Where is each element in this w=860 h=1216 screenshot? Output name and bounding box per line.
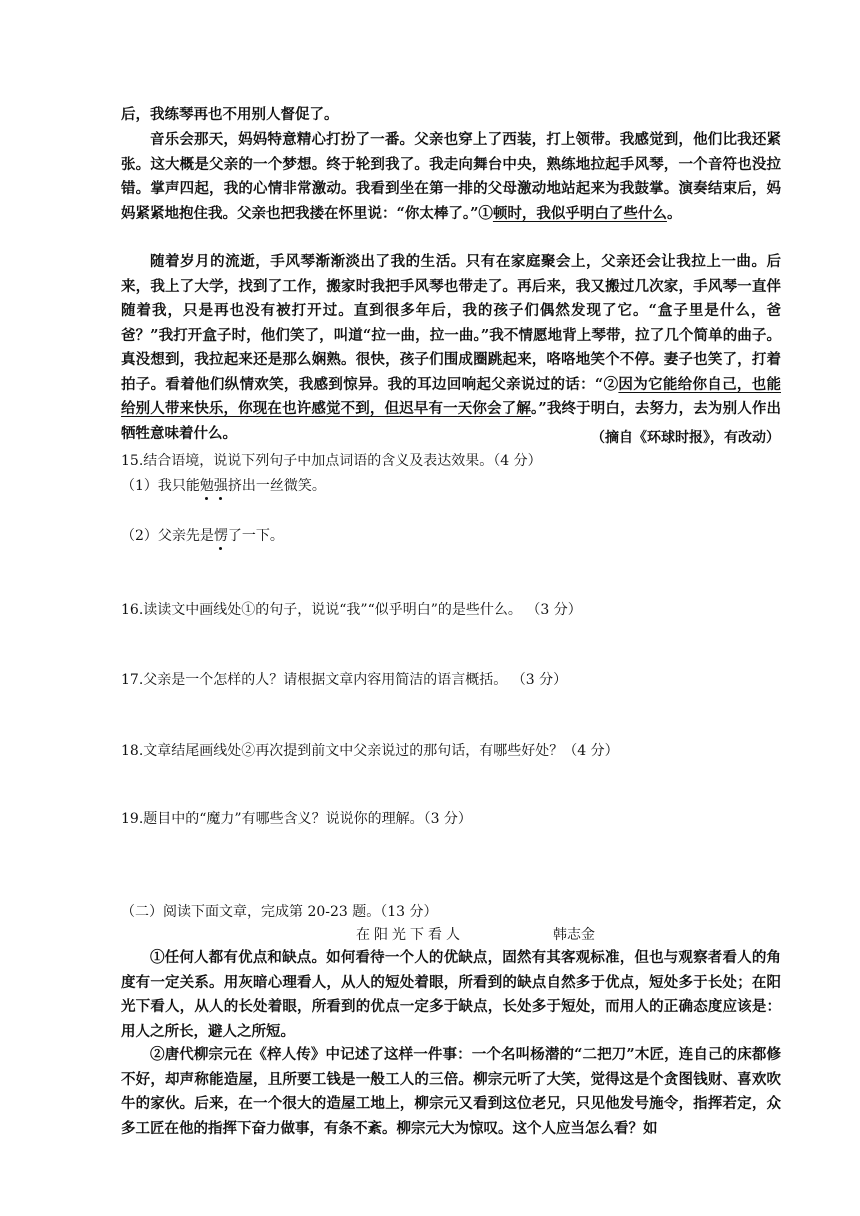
question-text: 挤出一丝微笑。 xyxy=(227,478,326,494)
paragraph-text-end: 。 xyxy=(666,204,682,222)
underlined-sentence-2: 因为它能给你自己，也能给别人带来快乐，你现在也许感觉不到，但迟早有一天你会了解 xyxy=(121,375,781,417)
emphasis-dotted-char: 强 xyxy=(213,478,228,494)
article-paragraph-1: ①任何人都有优点和缺点。如何看待一个人的优缺点，固然有其客观标准，但也与观察者看人的角度有一定关系。用灰暗心理看人，从人的短处着眼，所看到的缺点自然多于优点，短处多于长处；在阳光下看人，从人的长处着眼，所看到的优点一定多于缺点，长处多于短处，而用人的正确态度应该是：用人之所长，避人之所短。 xyxy=(121,949,781,1040)
question-18: 18.文章结尾画线处②再次提到前文中父亲说过的那句话，有哪些好处？（4 分） xyxy=(121,743,619,759)
question-15-item-2 xyxy=(121,526,781,546)
paragraph-text-end: 。”我终于明白，去努力，去为别人作出牺牲意味着什么。 xyxy=(121,400,781,442)
emphasis-dotted-char: 愣 xyxy=(213,528,228,544)
question-text: （1）我只能 xyxy=(121,478,200,494)
paragraph-text: 随着岁月的流逝，手风琴渐渐淡出了我的生活。只有在家庭聚会上，父亲还会让我拉上一曲。后来，我上了大学，找到了工作，搬家时我把手风琴也带走了。再后来，我又搬过几次家，手风琴一直伴随着我，只是再也没有被打开过。直到很多年后，我的孩子们偶然发现了它。“盒子里是什么，爸爸？”我打开盒子时，他们笑了，叫道“拉一曲，拉一曲。”我不情愿地背上琴带，拉了几个简单的曲子。真没想到，我拉起来还是那么娴熟。很快，孩子们围成圈跳起来，咯咯地笑个不停。妻子也笑了，打着拍子。看着他们纵情欢笑，我感到惊异。我的耳边回响起父亲说过的话：“② xyxy=(121,253,781,393)
passage-line-continuation: 后，我练琴再也不用别人督促了。 xyxy=(121,106,339,123)
question-15-item-1 xyxy=(121,476,781,496)
section-2-heading: （二）阅读下面文章，完成第 20-23 题。（13 分） xyxy=(121,904,438,920)
passage-paragraph-years xyxy=(121,250,781,446)
article-author: 韩志金 xyxy=(553,927,595,943)
question-15: 15.结合语境，说说下列句子中加点词语的含义及表达效果。（4 分） xyxy=(121,453,542,469)
question-19: 19.题目中的“魔力”有哪些含义？说说你的理解。（3 分） xyxy=(121,811,472,827)
article-paragraph-2: ②唐代柳宗元在《梓人传》中记述了这样一件事：一个名叫杨潜的“二把刀”木匠，连自己的床都修不好，却声称能造屋，且所要工钱是一般工人的三倍。柳宗元听了大笑，觉得这是个贪图钱财、喜欢吹牛的家伙。后来，在一个很大的造屋工地上，柳宗元又看到这位老兄，只见他发号施令，指挥若定，众多工匠在他的指挥下奋力做事，有条不紊。柳宗元大为惊叹。这个人应当怎么看？如 xyxy=(121,1046,781,1137)
passage-paragraph-concert xyxy=(121,128,781,226)
question-text: （2）父亲先是 xyxy=(121,528,214,544)
emphasis-dotted-char: 勉 xyxy=(199,478,214,494)
paragraph-text: 音乐会那天，妈妈特意精心打扮了一番。父亲也穿上了西装，打上领带。我感觉到，他们比我还紧张。这大概是父亲的一个梦想。终于轮到我了。我走向舞台中央，熟练地拉起手风琴，一个音符也没拉错。掌声四起，我的心情非常激动。我看到坐在第一排的父母激动地站起来为我鼓掌。演奏结束后，妈妈紧紧地抱住我。父亲也把我搂在怀里说：“你太棒了。”① xyxy=(121,131,781,222)
article-title: 在阳光下看人 xyxy=(356,927,464,943)
question-text: 了一下。 xyxy=(227,528,284,544)
underlined-sentence-1: 顿时，我似乎明白了些什么 xyxy=(492,204,667,222)
question-16: 16.读读文中画线处①的句子，说说“我”“似乎明白”的是些什么。 （3 分） xyxy=(121,602,582,618)
question-17: 17.父亲是一个怎样的人？请根据文章内容用简洁的语言概括。 （3 分） xyxy=(121,672,568,688)
source-citation: （摘自《环球时报》，有改动） xyxy=(591,430,780,446)
